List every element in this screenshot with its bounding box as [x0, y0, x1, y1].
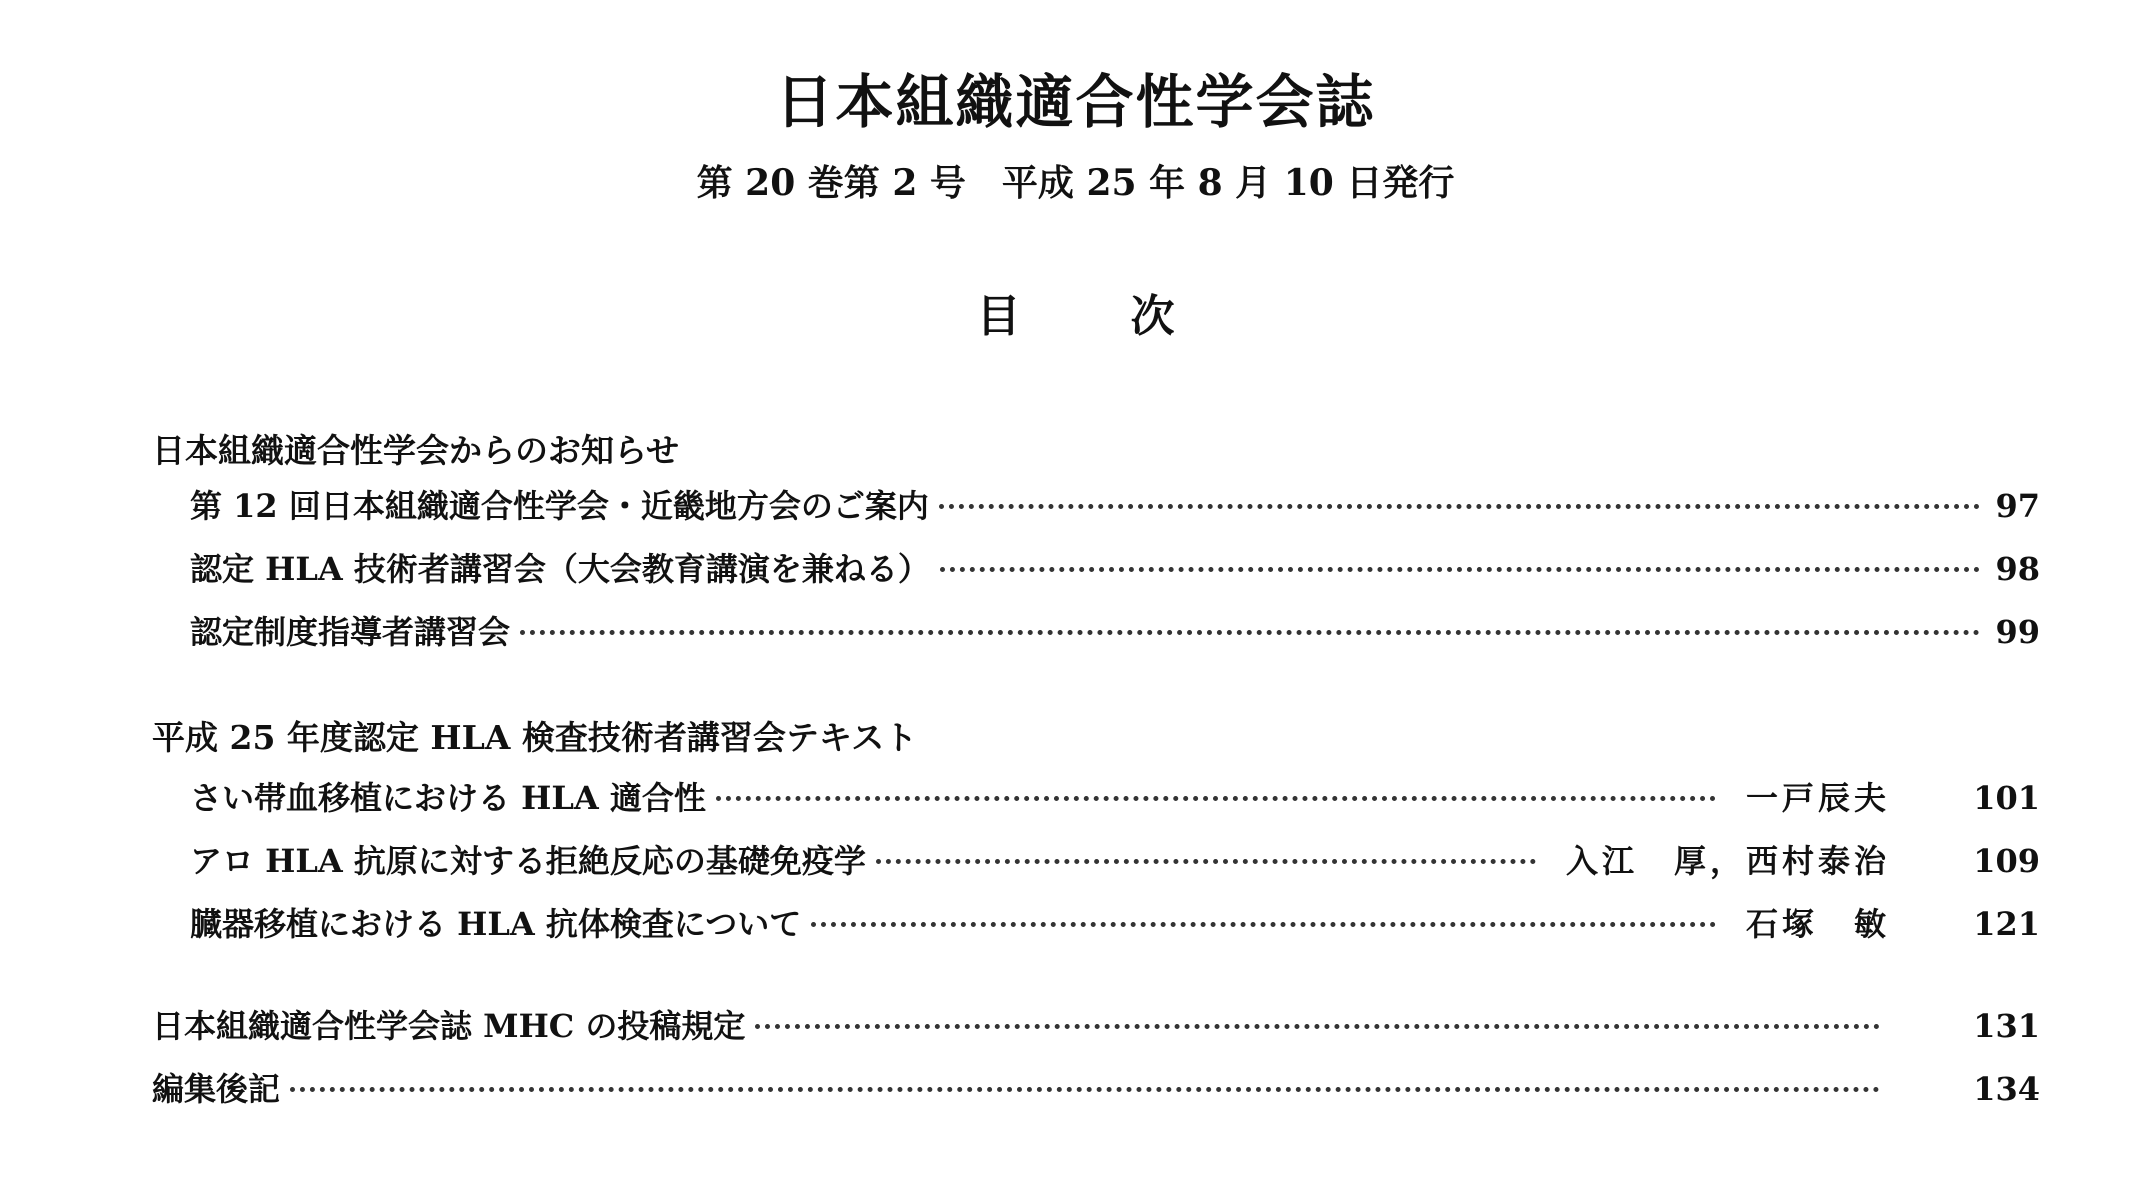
dot-leader: [716, 796, 1716, 801]
toc-entry-title: さい帯血移植における HLA 適合性: [190, 779, 706, 817]
toc-entry-page: 101: [1973, 779, 2040, 817]
toc-entry-title: 臓器移植における HLA 抗体検査について: [190, 905, 802, 943]
dot-leader: [520, 630, 1980, 635]
toc-entry-title: 日本組織適合性学会誌 MHC の投稿規定: [152, 1007, 746, 1045]
toc-entry-page: 109: [1973, 842, 2040, 880]
toc-entry-page: 131: [1973, 1007, 2040, 1045]
toc-entry-title: アロ HLA 抗原に対する拒絶反応の基礎免疫学: [190, 842, 866, 880]
journal-title: 日本組織適合性学会誌: [775, 68, 1376, 136]
toc-entry-author: 石塚 敏: [1745, 905, 1890, 943]
dot-leader: [940, 567, 1980, 572]
toc-entry-title: 認定制度指導者講習会: [190, 613, 511, 651]
toc-entry[interactable]: [190, 902, 2040, 946]
dot-leader: [755, 1024, 1880, 1029]
toc-entry-page: 97: [1995, 487, 2040, 525]
dot-leader: [876, 859, 1536, 864]
dot-leader: [811, 922, 1716, 927]
toc-entry-page: 121: [1973, 905, 2040, 943]
contents-heading-left: 目: [976, 291, 1021, 342]
toc-entry-author: 入江 厚，西村泰治: [1565, 842, 1890, 880]
toc-entry[interactable]: [152, 1004, 2040, 1048]
toc-entry-page: 134: [1973, 1070, 2040, 1108]
toc-entry-page: 98: [1995, 550, 2040, 588]
toc-entry-title: 編集後記: [152, 1070, 281, 1108]
contents-heading: [0, 280, 2151, 344]
toc-entry[interactable]: [190, 610, 2040, 654]
section-heading-course-text: 平成 25 年度認定 HLA 検査技術者講習会テキスト: [152, 718, 918, 757]
toc-entry[interactable]: [190, 547, 2040, 591]
dot-leader: [290, 1087, 1880, 1092]
issue-line: 第 20 巻第 2 号 平成 25 年 8 月 10 日発行: [696, 162, 1455, 204]
toc-entry[interactable]: [190, 776, 2040, 820]
toc-entry-title: 認定 HLA 技術者講習会（大会教育講演を兼ねる）: [190, 550, 930, 588]
toc-entry[interactable]: [190, 839, 2040, 883]
toc-entry-page: 99: [1995, 613, 2040, 651]
toc-entry[interactable]: [152, 1067, 2040, 1111]
contents-heading-right: 次: [1130, 291, 1175, 342]
dot-leader: [939, 504, 1980, 509]
toc-entry[interactable]: [190, 484, 2040, 528]
toc-entry-author: 一戸辰夫: [1745, 779, 1890, 817]
toc-entry-title: 第 12 回日本組織適合性学会・近畿地方会のご案内: [190, 487, 929, 525]
section-heading-announcements: 日本組織適合性学会からのお知らせ: [152, 431, 680, 470]
